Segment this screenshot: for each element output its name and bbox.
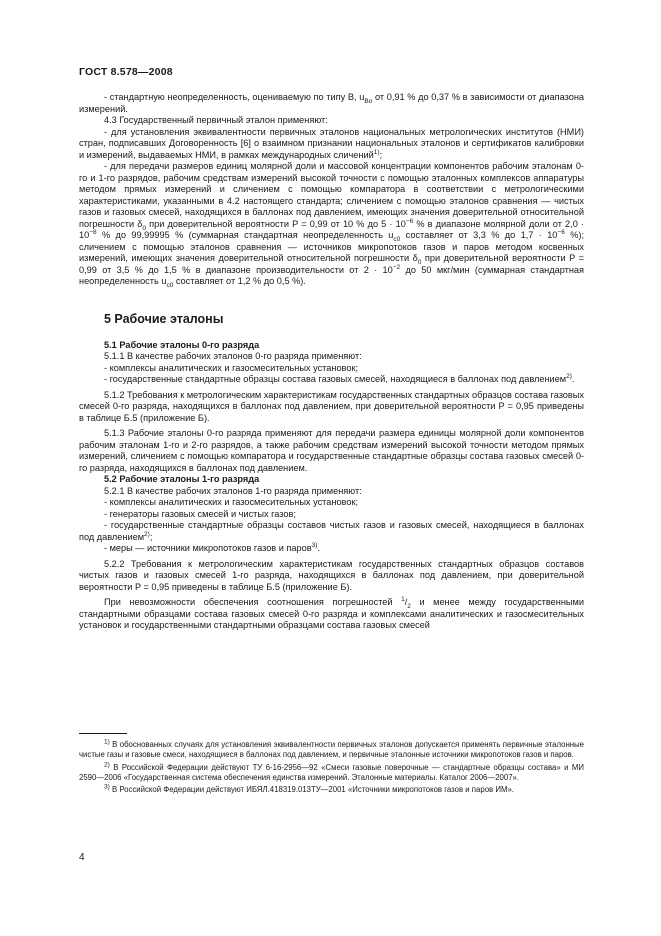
list-item: - меры — источники микропотоков газов и паров$^{3)}$.	[104, 541, 320, 553]
footnote-2: $^{2)}$ В Российской Федерации действуют ТУ 6-16-2956—92 «Смеси газовые поверочные — стандартные образцы состава» и МИ 2590—2006 «Государственная система обеспечения единства измерений. Эталонные материалы. Каталог 2006—2007».	[79, 761, 584, 782]
subsection-5-2-heading: 5.2 Рабочие эталоны 1-го разряда	[104, 474, 260, 484]
list-item: - генераторы газовых смесей и чистых газов;	[104, 508, 296, 519]
footnote-divider	[79, 733, 127, 734]
paragraph-transfer: - для передачи размеров единиц молярной доли и массовой концентрации компонентов рабочим эталонам 0-го и 1-го разрядов, рабочим средствам измерений высокой точности с помощью эталонных комплексов аппаратуры методом прямых измерений и сличением с помощью компаратора в соответствии с метрологическими характеристиками, указанными в 4.2 настоящего стандарта; сличением с помощью эталонов сравнения — чистых газов и газовых смесей, находящихся в баллонах под давлением, имеющих значения доверительной относительной погрешности $\delta_0$ при доверительной вероятности P = 0,99 от 10 % до $5 \cdot 10^{-6}$ % в диапазоне молярной доли от $2,0 \cdot 10^{-8}$ % до 99,99995 % (суммарная стандартная неопределенность $u_{c0}$ составляет от 3,3 % до $1,7 \cdot 10^{-6}$ %); сличением с помощью эталонов сравнения — источников микропотоков газов и паров методом косвенных измерений, имеющих значения доверительной относительной погрешности $\delta_0$ при доверительной вероятности P = 0,99 от 3,5 % до 1,5 % в диапазоне производительности от $2 \cdot 10^{-2}$ до 50 мкг/мин (суммарная стандартная неопределенность $u_{c0}$ составляет от 1,2 % до 0,5 %).	[79, 161, 584, 289]
paragraph-5-1-2: 5.1.2 Требования к метрологическим характеристикам государственных стандартных образцов состава газовых смесей 0-го разряда, находящихся в баллонах под давлением, при доверительной вероятности P = 0,95 приведены в таблице Б.5 (приложение Б).	[79, 389, 584, 423]
section-5-heading: 5 Рабочие эталоны	[104, 311, 224, 326]
paragraph-4-3: 4.3 Государственный первичный эталон применяют:	[104, 115, 328, 125]
list-item: - комплексы аналитических и газосмесительных установок;	[104, 497, 359, 507]
footnote-1: $^{1)}$ В обоснованных случаях для установления эквивалентности первичных эталонов допускается применять первичные эталонные чистые газы и газовые смеси, находящиеся в баллонах под давлением, и первичные эталонные источники микропотоков газов и паров.	[79, 738, 585, 760]
list-item: - государственные стандартные образцы состава газовых смесей, находящиеся в баллонах под давлением$^{2)}$.	[104, 372, 575, 384]
page-number: 4	[79, 852, 85, 863]
list-item: - комплексы аналитических и газосмесительных установок;	[104, 362, 359, 373]
paragraph-5-1-3: 5.1.3 Рабочие эталоны 0-го разряда применяют для передачи размера единицы молярной доли компонентов рабочим эталонам 1-го и 2-го разрядов, а также рабочим средствам измерений высокой точности методом прямых измерений, сличением с помощью компаратора и государственные стандартные образцы состава газовых смесей 0-го разряда, находящихся в баллонах под давлением.	[79, 428, 584, 473]
document-header: ГОСТ 8.578—2008	[79, 66, 173, 78]
subsection-5-1-heading: 5.1 Рабочие эталоны 0-го разряда	[104, 339, 260, 350]
paragraph-uncertainty: - стандартную неопределенность, оцениваемую по типу B, $u_{Bo}$ от 0,91 % до 0,37 % в зависимости от диапазона измерений.	[79, 92, 585, 114]
list-item: - государственные стандартные образцы составов чистых газов и газовых смесей, находящиеся в баллонах под давлением$^{2)}$;	[79, 520, 584, 542]
paragraph-5-2-2: 5.2.2 Требования к метрологическим характеристикам государственных стандартных образцов составов чистых газов и газовых смесей 1-го разряда, находящихся в баллонах под давлением, при доверительной вероятности P = 0,95 приведены в таблице Б.5 (приложение Б).	[79, 558, 584, 592]
paragraph-ratio: При невозможности обеспечения соотношения погрешностей $^1/_2$ и менее между государственными стандартными образцами состава газовых смесей 0-го разряда и комплексами аналитических и газосмесительных установок и государственными стандартными образцами состава газовых смесей	[79, 595, 584, 630]
footnotes	[79, 733, 584, 797]
paragraph-equivalence: - для установления эквивалентности первичных эталонов национальных метрологических институтов (НМИ) стран, подписавших Договоренность [6] о взаимном признании национальных эталонов и сертификатов калибровки и измерений, выдаваемых НМИ, в рамках международных сличений$^{1)}$;	[79, 126, 584, 160]
footnote-3: $^{3)}$ В Российской Федерации действуют ИБЯЛ.418319.013ТУ—2001 «Источники микропотоков газов и паров ИМ».	[104, 783, 514, 795]
paragraph-5-2-1: 5.2.1 В качестве рабочих эталонов 1-го разряда применяют:	[104, 485, 362, 496]
main-text	[79, 92, 584, 632]
paragraph-5-1-1: 5.1.1 В качестве рабочих эталонов 0-го разряда применяют:	[104, 351, 362, 361]
